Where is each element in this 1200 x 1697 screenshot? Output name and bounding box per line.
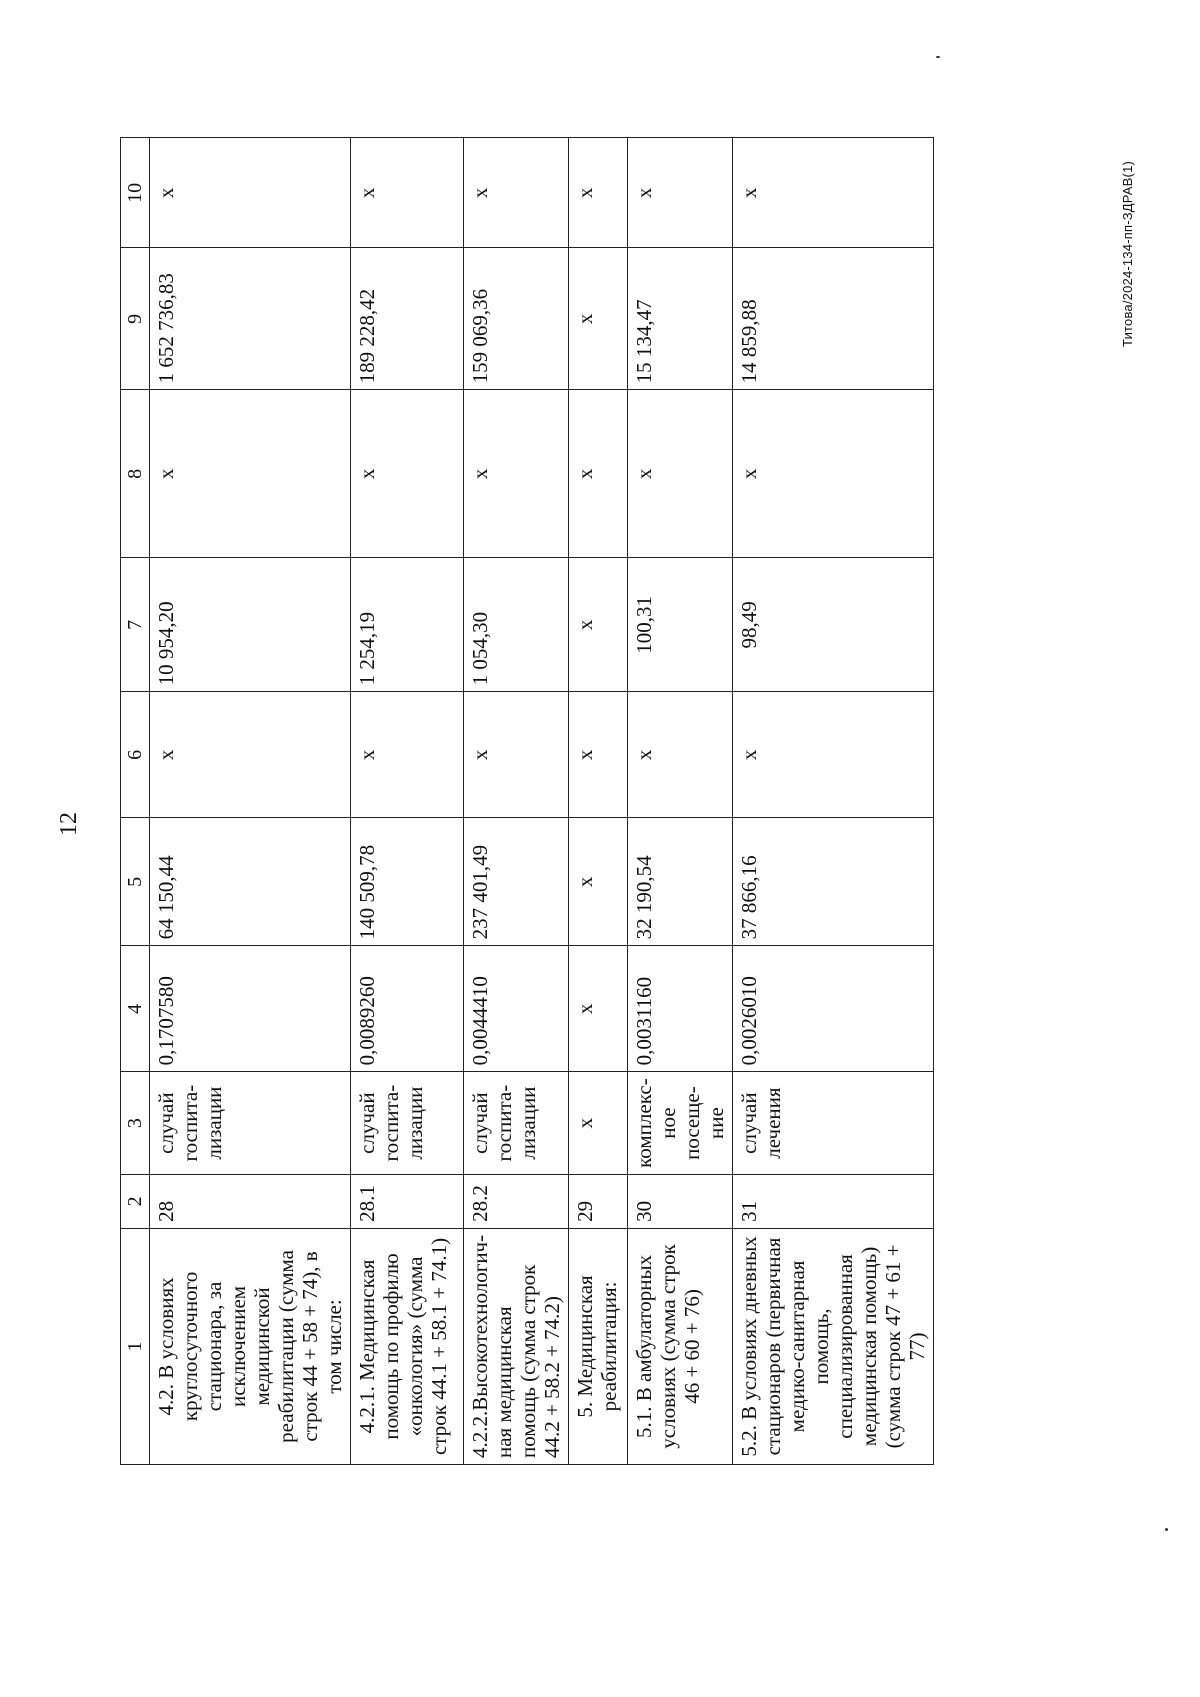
cell: 0,0044410 [464,946,569,1072]
cell: 98,49 [733,558,934,692]
row-name: 4.2. В условиях круглосуточного стационара, за исключением медицинской реабилитации (сумма строк 44 + 58 + 74), в том числе: [150,1228,351,1464]
cell: х [351,138,464,248]
table-row [569,138,628,1465]
table-row [464,138,569,1465]
table-row [733,138,934,1465]
cell: х [569,946,628,1072]
cell: 237 401,49 [464,818,569,946]
cell: х [569,692,628,818]
cell: х [464,390,569,558]
table-row [150,138,351,1465]
cell: х [569,818,628,946]
row-name: 4.2.2.Высокотехнологич-ная медицинская помощь (сумма строк 44.2 + 58.2 + 74.2) [464,1228,569,1464]
cell: х [628,390,733,558]
unit: случай госпита-лизации [351,1072,464,1175]
cell: х [628,138,733,248]
cell: х [569,138,628,248]
row-name: 5. Медицинская реабилитация: [569,1228,628,1464]
col-header: 8 [121,390,150,558]
cell: х [628,692,733,818]
document-footer: Титова/2024-134-пп-ЗДРАВ(1) [1120,160,1135,347]
scan-speck [936,56,940,58]
row-number: 28 [150,1174,351,1228]
col-header: 6 [121,692,150,818]
header-row [121,138,150,1465]
cell: 189 228,42 [351,248,464,390]
col-header: 1 [121,1228,150,1464]
col-header: 4 [121,946,150,1072]
cell: 0,0031160 [628,946,733,1072]
col-header: 5 [121,818,150,946]
cell: 1 652 736,83 [150,248,351,390]
cell: 0,1707580 [150,946,351,1072]
cell: 37 866,16 [733,818,934,946]
row-number: 31 [733,1174,934,1228]
unit: х [569,1072,628,1175]
col-header: 7 [121,558,150,692]
scan-speck [1165,1528,1168,1531]
cell: 0,0089260 [351,946,464,1072]
cell: 1 054,30 [464,558,569,692]
col-header: 2 [121,1174,150,1228]
unit: комплекс-ное посеще-ние [628,1072,733,1175]
cell: 32 190,54 [628,818,733,946]
row-number: 30 [628,1174,733,1228]
row-name: 5.2. В условиях дневных стационаров (первичная медико-санитарная помощь, специализированная медицинская помощь) (сумма строк 47 + 61 + 77) [733,1228,934,1464]
cell: х [150,692,351,818]
cell: 14 859,88 [733,248,934,390]
cell: 140 509,78 [351,818,464,946]
cell: 0,0026010 [733,946,934,1072]
unit: случай лечения [733,1072,934,1175]
cell: х [464,692,569,818]
col-header: 3 [121,1072,150,1175]
cell: х [733,390,934,558]
table-row [628,138,733,1465]
cell: х [351,390,464,558]
row-number: 28.1 [351,1174,464,1228]
table-row [351,138,464,1465]
cell: х [733,692,934,818]
cell: 10 954,20 [150,558,351,692]
unit: случай госпита-лизации [150,1072,351,1175]
cell: 100,31 [628,558,733,692]
row-number: 29 [569,1174,628,1228]
cell: 64 150,44 [150,818,351,946]
cell: х [150,390,351,558]
cell: х [569,390,628,558]
cell: х [464,138,569,248]
row-name: 4.2.1. Медицинская помощь по профилю «онкология» (сумма строк 44.1 + 58.1 + 74.1) [351,1228,464,1464]
page-number: 12 [56,812,82,836]
cell: 1 254,19 [351,558,464,692]
cell: х [733,138,934,248]
cell: х [569,248,628,390]
col-header: 10 [121,138,150,248]
cell: 159 069,36 [464,248,569,390]
cell: х [569,558,628,692]
row-number: 28.2 [464,1174,569,1228]
col-header: 9 [121,248,150,390]
row-name: 5.1. В амбулаторных условиях (сумма строк 46 + 60 + 76) [628,1228,733,1464]
data-table [120,137,934,1465]
cell: х [351,692,464,818]
unit: случай госпита-лизации [464,1072,569,1175]
cell: х [150,138,351,248]
cell: 15 134,47 [628,248,733,390]
